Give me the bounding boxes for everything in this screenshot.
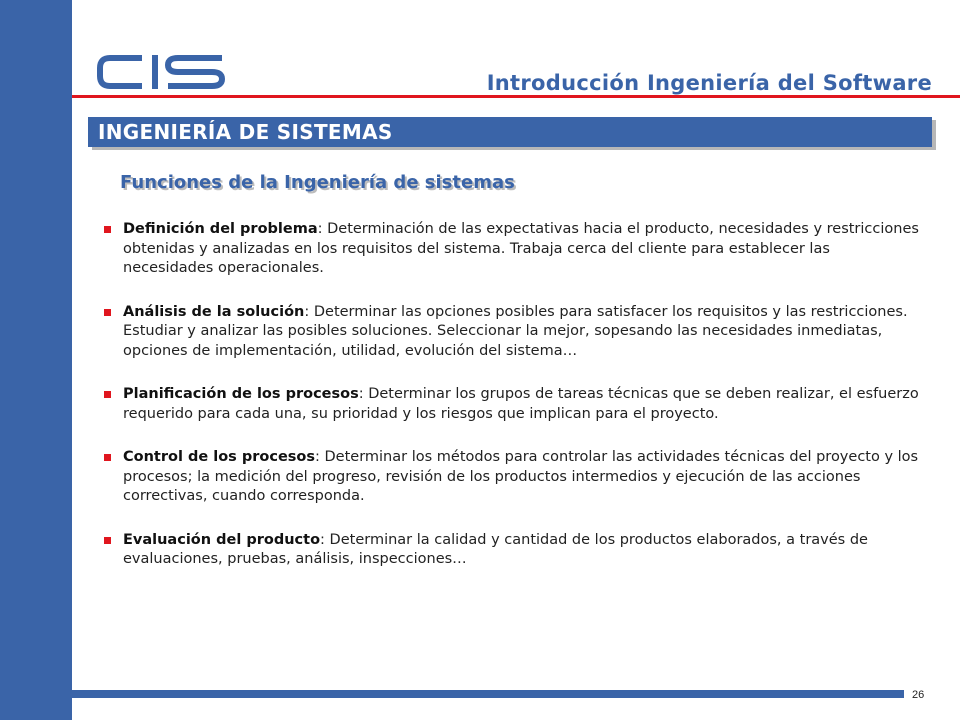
presentation-title: Introducción Ingeniería del Software — [486, 71, 932, 95]
header-divider — [72, 95, 960, 98]
section-title: INGENIERÍA DE SISTEMAS — [98, 120, 393, 144]
bullet-term: Definición del problema — [123, 221, 318, 237]
bullet-item-evaluacion-producto — [104, 531, 920, 570]
bullet-item-analisis-solucion — [104, 303, 920, 362]
bullet-item-control-procesos — [104, 448, 920, 507]
bullet-text: : Determinación de las expectativas hacia el producto, necesidades y restricciones obtenidas y analizadas en los requisitos del sistema. Trabaja cerca del cliente para establecer las necesidades operacionales. — [123, 221, 919, 276]
square-bullet-icon — [104, 454, 111, 461]
page-number: 26 — [912, 689, 925, 701]
bullet-item-definicion-problema — [104, 220, 920, 279]
square-bullet-icon — [104, 537, 111, 544]
bullet-text: : Determinar las opciones posibles para satisfacer los requisitos y las restricciones. Estudiar y analizar las posibles soluciones. Seleccionar la mejor, sopesando las necesidades inmediatas, opciones de implementación, utilidad, evolución del sistema… — [123, 303, 908, 359]
bullet-text: : Determinar los grupos de tareas técnicas que se deben realizar, el esfuerzo requerido para cada una, su prioridad y los riesgos que implican para el proyecto. — [123, 386, 919, 422]
square-bullet-icon — [104, 391, 111, 398]
bullet-item-planificacion-procesos — [104, 385, 920, 424]
bullet-text: : Determinar la calidad y cantidad de los productos elaborados, a través de evaluaciones, pruebas, análisis, inspecciones… — [123, 531, 868, 567]
cis-logo — [96, 52, 226, 92]
slide-subtitle: Funciones de la Ingeniería de sistemas — [120, 172, 515, 193]
square-bullet-icon — [104, 226, 111, 233]
section-header-bar — [88, 117, 932, 147]
footer-bar — [72, 690, 904, 698]
bullet-list — [104, 220, 920, 594]
bullet-text: : Determinar los métodos para controlar las actividades técnicas del proyecto y los procesos; la medición del progreso, revisión de los productos intermedios y ejecución de las acciones correctivas, cuando corresponda. — [123, 449, 919, 504]
bullet-term: Planificación de los procesos — [123, 386, 359, 402]
square-bullet-icon — [104, 309, 111, 316]
bullet-term: Evaluación del producto — [123, 531, 321, 548]
left-sidebar-bar — [0, 0, 72, 720]
bullet-term: Análisis de la solución — [123, 303, 305, 320]
bullet-term: Control de los procesos — [123, 449, 316, 465]
